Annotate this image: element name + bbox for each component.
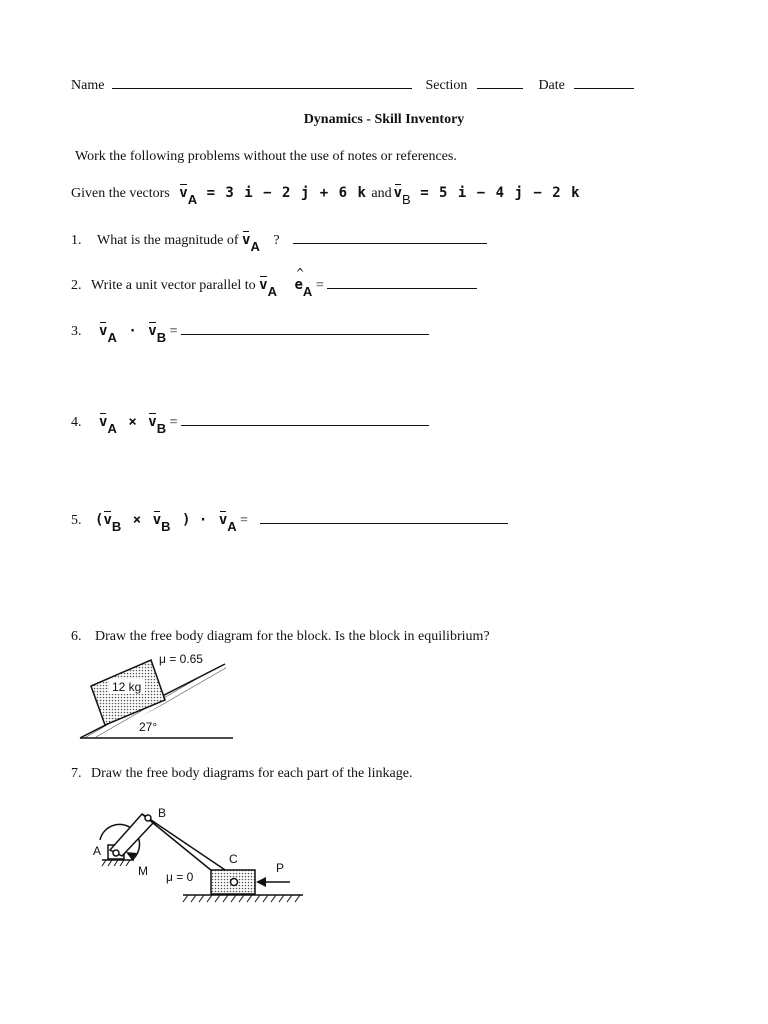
support-hatching bbox=[102, 860, 130, 866]
friction-label: μ = 0.65 bbox=[159, 652, 203, 666]
mass-label: 12 kg bbox=[112, 680, 142, 694]
label-m: M bbox=[138, 864, 148, 878]
answer-field-4[interactable] bbox=[181, 413, 429, 426]
force-p-arrowhead bbox=[256, 877, 266, 887]
equals-sign: = bbox=[169, 415, 178, 430]
answer-field-2[interactable] bbox=[327, 276, 477, 289]
vector-subscript: A bbox=[227, 519, 237, 534]
question-number: 7. bbox=[71, 766, 82, 781]
label-c: C bbox=[229, 852, 238, 866]
question-4 bbox=[71, 413, 429, 436]
vector-v-symbol: v bbox=[99, 323, 108, 339]
vector-subscript: B bbox=[161, 519, 171, 534]
ground-hatching bbox=[183, 895, 300, 902]
question-suffix: ? bbox=[273, 233, 280, 248]
vector-v-symbol: v bbox=[148, 323, 157, 339]
operator: · bbox=[128, 323, 137, 339]
given-vectors bbox=[71, 185, 580, 207]
given-prefix: Given the vectors bbox=[71, 186, 170, 201]
question-number: 2. bbox=[71, 278, 82, 293]
question-text: Draw the free body diagrams for each part of the linkage. bbox=[91, 766, 413, 781]
equals-sign: = bbox=[240, 513, 249, 528]
label-p: P bbox=[276, 861, 285, 875]
open-paren: ( bbox=[95, 512, 104, 528]
question-number: 5. bbox=[71, 513, 82, 528]
label-b: B bbox=[158, 806, 167, 820]
vector-subscript: A bbox=[107, 421, 117, 436]
question-3 bbox=[71, 322, 429, 345]
equals-sign: = bbox=[315, 278, 324, 293]
operator: × bbox=[132, 512, 142, 528]
operator: × bbox=[128, 414, 137, 430]
pin-a bbox=[113, 850, 119, 856]
question-6 bbox=[71, 629, 490, 645]
given-and: and bbox=[371, 186, 392, 201]
friction-label: μ = 0 bbox=[166, 870, 194, 884]
vector-b-expression: = 5 i − 4 j − 2 k bbox=[420, 185, 580, 201]
instructions: Work the following problems without the use of notes or references. bbox=[75, 149, 457, 164]
question-7 bbox=[71, 766, 412, 782]
question-5 bbox=[71, 511, 508, 534]
label-a: A bbox=[93, 844, 102, 858]
vector-subscript: A bbox=[250, 239, 260, 254]
vector-v-symbol: v bbox=[393, 185, 403, 201]
date-field[interactable] bbox=[574, 76, 634, 89]
question-number: 3. bbox=[71, 324, 82, 339]
question-1 bbox=[71, 231, 487, 254]
vector-subscript: A bbox=[302, 284, 313, 299]
vector-v-symbol: v bbox=[99, 414, 108, 430]
vector-subscript: B bbox=[402, 192, 411, 207]
answer-field-3[interactable] bbox=[181, 322, 429, 335]
section-field[interactable] bbox=[477, 76, 523, 89]
question-number: 4. bbox=[71, 415, 82, 430]
answer-field-5[interactable] bbox=[260, 511, 508, 524]
answer-field-1[interactable] bbox=[293, 231, 487, 244]
pin-b bbox=[145, 815, 151, 821]
question-number: 1. bbox=[71, 233, 82, 248]
angle-label: 27° bbox=[139, 720, 158, 734]
vector-subscript: A bbox=[107, 330, 117, 345]
vector-v-symbol: v bbox=[218, 512, 228, 528]
vector-v-symbol: v bbox=[148, 414, 157, 430]
section-label: Section bbox=[425, 78, 468, 93]
vector-v-symbol: v bbox=[103, 512, 112, 528]
operator: ) · bbox=[182, 512, 208, 528]
vector-subscript: B bbox=[156, 330, 167, 345]
vector-a-expression: = 3 i − 2 j + 6 k bbox=[206, 185, 366, 201]
vector-subscript: B bbox=[111, 519, 122, 534]
vector-subscript: A bbox=[187, 192, 198, 207]
block-incline-figure bbox=[75, 645, 245, 745]
vector-v-symbol: v bbox=[242, 232, 251, 248]
date-label: Date bbox=[538, 78, 565, 93]
vector-subscript: A bbox=[267, 284, 277, 299]
vector-v-symbol: v bbox=[179, 185, 188, 201]
question-text: Draw the free body diagram for the block. Is the block in equilibrium? bbox=[95, 629, 490, 644]
equals-sign: = bbox=[169, 324, 178, 339]
vector-v-symbol: v bbox=[259, 277, 268, 293]
pin-c bbox=[231, 879, 238, 886]
vector-subscript: B bbox=[156, 421, 167, 436]
question-number: 6. bbox=[71, 629, 82, 644]
unit-vector-e-symbol: ^ e bbox=[294, 277, 302, 293]
name-field[interactable] bbox=[112, 76, 412, 89]
vector-v-symbol: v bbox=[152, 512, 162, 528]
question-2 bbox=[71, 276, 477, 299]
name-label: Name bbox=[71, 78, 105, 93]
question-text: What is the magnitude of bbox=[97, 233, 239, 248]
page-title: Dynamics - Skill Inventory bbox=[303, 112, 465, 127]
question-text: Write a unit vector parallel to bbox=[91, 278, 256, 293]
header-row bbox=[71, 76, 634, 94]
linkage-figure bbox=[88, 800, 303, 910]
